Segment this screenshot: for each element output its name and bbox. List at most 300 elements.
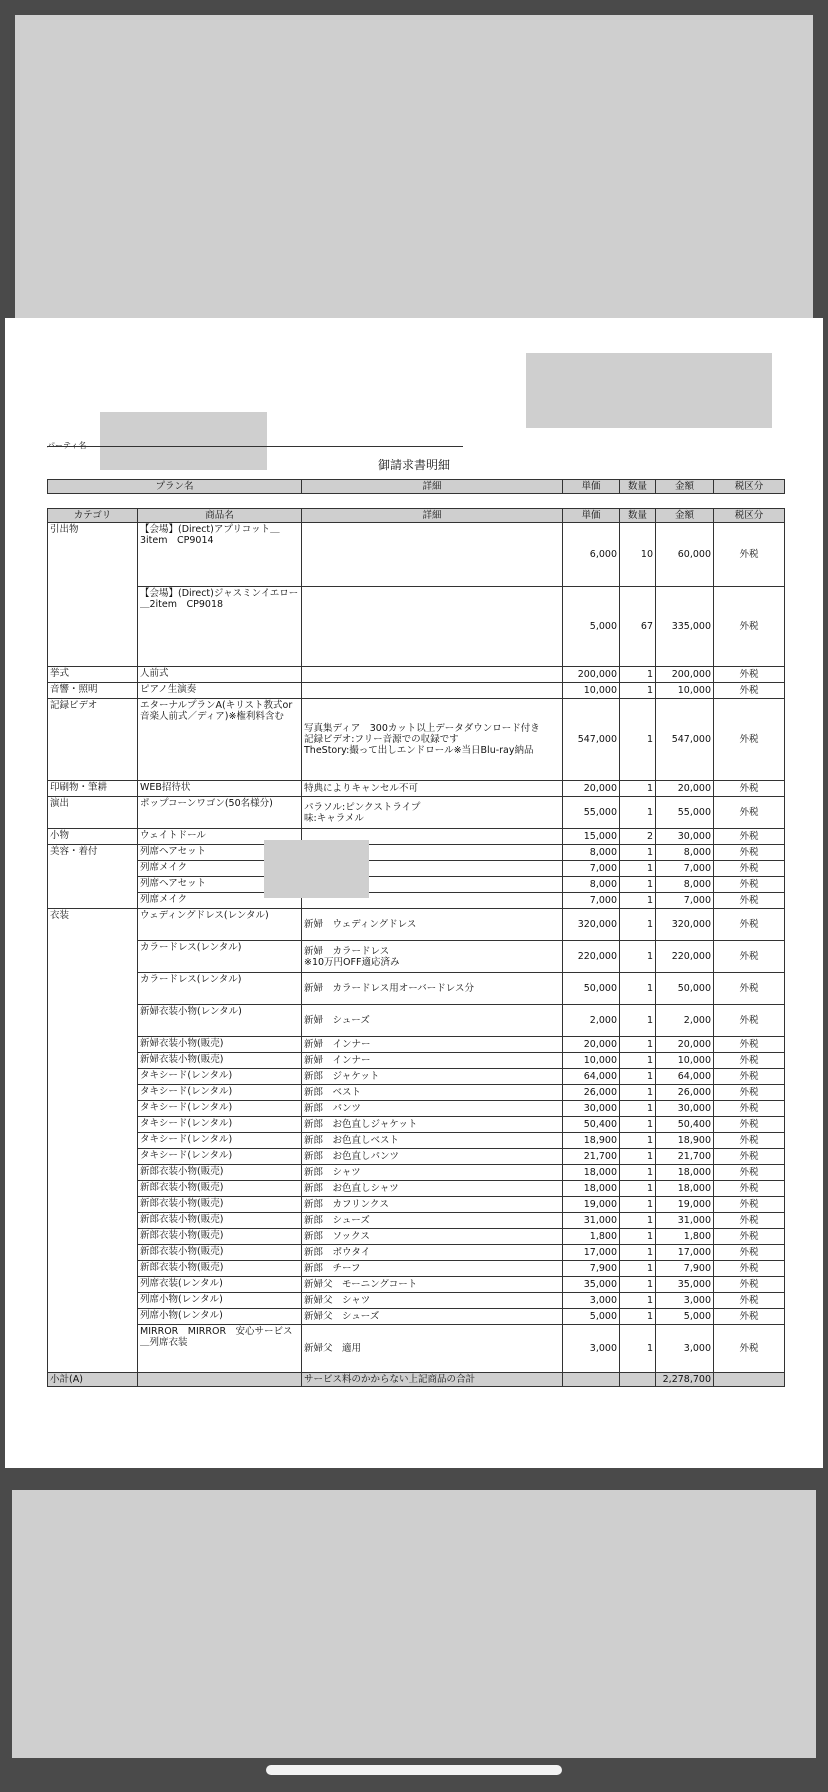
table-row [48, 829, 785, 845]
row-category [48, 1149, 138, 1165]
row-amount: 10,000 [656, 683, 714, 699]
table-row [48, 1325, 785, 1373]
row-tax-type: 外税 [714, 1261, 785, 1277]
table-row [48, 667, 785, 683]
row-quantity: 1 [620, 667, 656, 683]
row-detail: 新婦 シューズ [302, 1005, 563, 1037]
row-tax-type: 外税 [714, 683, 785, 699]
table-row [48, 797, 785, 829]
table-row [48, 1165, 785, 1181]
row-item-name: 【会場】(Direct)ジャスミンイエロー＿2item CP9018 [138, 587, 302, 667]
row-item-name: 列席衣装(レンタル) [138, 1277, 302, 1293]
row-unit-price: 18,000 [563, 1165, 620, 1181]
row-amount: 10,000 [656, 1053, 714, 1069]
row-unit-price: 7,900 [563, 1261, 620, 1277]
row-amount: 20,000 [656, 1037, 714, 1053]
header-qty: 数量 [620, 509, 656, 523]
row-category [48, 1309, 138, 1325]
subtotal-detail: サービス料のかからない上記商品の合計 [302, 1373, 563, 1387]
row-unit-price: 3,000 [563, 1325, 620, 1373]
row-amount: 18,900 [656, 1133, 714, 1149]
row-unit-price: 3,000 [563, 1293, 620, 1309]
table-row [48, 1037, 785, 1053]
table-row [48, 1117, 785, 1133]
row-item-name: 新郎衣装小物(販売) [138, 1229, 302, 1245]
row-quantity: 1 [620, 797, 656, 829]
row-item-name: カラードレス(レンタル) [138, 941, 302, 973]
row-quantity: 1 [620, 973, 656, 1005]
row-item-name: ポップコーンワゴン(50名様分) [138, 797, 302, 829]
row-detail: 新郎 ボウタイ [302, 1245, 563, 1261]
table-row [48, 909, 785, 941]
row-amount: 17,000 [656, 1245, 714, 1261]
row-tax-type: 外税 [714, 1325, 785, 1373]
row-quantity: 1 [620, 845, 656, 861]
row-item-name: 列席小物(レンタル) [138, 1293, 302, 1309]
row-tax-type: 外税 [714, 1133, 785, 1149]
row-category [48, 1069, 138, 1085]
row-item-name: タキシード(レンタル) [138, 1101, 302, 1117]
row-category [48, 1181, 138, 1197]
row-category [48, 1037, 138, 1053]
row-detail [302, 683, 563, 699]
row-category [48, 1213, 138, 1229]
row-unit-price: 30,000 [563, 1101, 620, 1117]
row-amount: 64,000 [656, 1069, 714, 1085]
row-tax-type: 外税 [714, 1053, 785, 1069]
row-detail: 新婦父 モーニングコート [302, 1277, 563, 1293]
row-detail: 新婦 ウェディングドレス [302, 909, 563, 941]
row-quantity: 1 [620, 861, 656, 877]
row-detail [302, 587, 563, 667]
row-unit-price: 20,000 [563, 1037, 620, 1053]
redacted-header-block [15, 15, 813, 319]
row-tax-type: 外税 [714, 1181, 785, 1197]
plan-header-tax: 税区分 [714, 480, 785, 494]
row-quantity: 1 [620, 1133, 656, 1149]
row-quantity: 1 [620, 1229, 656, 1245]
row-quantity: 1 [620, 1037, 656, 1053]
row-detail: パラソル:ピンクストライプ 味:キャラメル [302, 797, 563, 829]
row-tax-type: 外税 [714, 861, 785, 877]
row-unit-price: 1,800 [563, 1229, 620, 1245]
row-category [48, 1245, 138, 1261]
row-amount: 35,000 [656, 1277, 714, 1293]
row-unit-price: 64,000 [563, 1069, 620, 1085]
row-detail: 新郎 お色直しパンツ [302, 1149, 563, 1165]
row-amount: 200,000 [656, 667, 714, 683]
subtotal-row [48, 1373, 785, 1387]
row-detail: 新郎 お色直しジャケット [302, 1117, 563, 1133]
row-category [48, 1133, 138, 1149]
row-unit-price: 7,000 [563, 893, 620, 909]
row-detail: 特典によりキャンセル不可 [302, 781, 563, 797]
row-unit-price: 19,000 [563, 1197, 620, 1213]
row-category [48, 973, 138, 1005]
row-unit-price: 31,000 [563, 1213, 620, 1229]
row-amount: 30,000 [656, 829, 714, 845]
row-tax-type: 外税 [714, 1037, 785, 1053]
row-amount: 50,400 [656, 1117, 714, 1133]
table-row [48, 1245, 785, 1261]
row-quantity: 1 [620, 1277, 656, 1293]
row-detail: 新郎 カフリンクス [302, 1197, 563, 1213]
row-amount: 31,000 [656, 1213, 714, 1229]
row-tax-type: 外税 [714, 523, 785, 587]
row-category: 小物 [48, 829, 138, 845]
row-amount: 547,000 [656, 699, 714, 781]
row-quantity: 1 [620, 1165, 656, 1181]
table-row [48, 1149, 785, 1165]
row-item-name: エターナルプランA(キリスト教式or音楽人前式／ディア)※権利料含む [138, 699, 302, 781]
row-unit-price: 10,000 [563, 683, 620, 699]
row-item-name: 新郎衣装小物(販売) [138, 1197, 302, 1213]
header-tax: 税区分 [714, 509, 785, 523]
row-tax-type: 外税 [714, 781, 785, 797]
row-tax-type: 外税 [714, 893, 785, 909]
row-quantity: 1 [620, 1309, 656, 1325]
header-amount: 金額 [656, 509, 714, 523]
row-tax-type: 外税 [714, 1213, 785, 1229]
row-unit-price: 2,000 [563, 1005, 620, 1037]
table-row [48, 523, 785, 587]
row-quantity: 1 [620, 1197, 656, 1213]
row-item-name: タキシード(レンタル) [138, 1069, 302, 1085]
row-item-name: タキシード(レンタル) [138, 1085, 302, 1101]
row-detail: 新婦父 適用 [302, 1325, 563, 1373]
table-row [48, 893, 785, 909]
row-tax-type: 外税 [714, 1117, 785, 1133]
row-amount: 55,000 [656, 797, 714, 829]
row-tax-type: 外税 [714, 797, 785, 829]
row-quantity: 1 [620, 1069, 656, 1085]
row-unit-price: 50,400 [563, 1117, 620, 1133]
row-tax-type: 外税 [714, 1069, 785, 1085]
party-name-label: パーティ名 [47, 441, 87, 450]
row-item-name: 列席ヘアセット [138, 845, 302, 861]
row-tax-type: 外税 [714, 973, 785, 1005]
row-amount: 335,000 [656, 587, 714, 667]
row-item-name: タキシード(レンタル) [138, 1149, 302, 1165]
table-row [48, 587, 785, 667]
row-amount: 7,000 [656, 861, 714, 877]
row-quantity: 67 [620, 587, 656, 667]
row-item-name: カラードレス(レンタル) [138, 973, 302, 1005]
row-detail [302, 523, 563, 587]
row-unit-price: 5,000 [563, 1309, 620, 1325]
row-category [48, 1229, 138, 1245]
row-item-name: 新郎衣装小物(販売) [138, 1181, 302, 1197]
row-item-name: 新郎衣装小物(販売) [138, 1245, 302, 1261]
row-category [48, 861, 138, 877]
table-row [48, 1293, 785, 1309]
row-amount: 21,700 [656, 1149, 714, 1165]
row-unit-price: 26,000 [563, 1085, 620, 1101]
row-unit-price: 17,000 [563, 1245, 620, 1261]
row-unit-price: 200,000 [563, 667, 620, 683]
row-item-name: 新郎衣装小物(販売) [138, 1165, 302, 1181]
row-unit-price: 5,000 [563, 587, 620, 667]
row-detail: 新婦父 シューズ [302, 1309, 563, 1325]
table-row [48, 1229, 785, 1245]
row-quantity: 1 [620, 699, 656, 781]
row-detail: 新郎 お色直しシャツ [302, 1181, 563, 1197]
row-detail: 新郎 シューズ [302, 1213, 563, 1229]
row-tax-type: 外税 [714, 845, 785, 861]
row-item-name: ウェイトドール [138, 829, 302, 845]
row-detail: 新婦 インナー [302, 1053, 563, 1069]
table-row [48, 1069, 785, 1085]
row-tax-type: 外税 [714, 909, 785, 941]
row-amount: 1,800 [656, 1229, 714, 1245]
row-item-name: 【会場】(Direct)アプリコット＿3item CP9014 [138, 523, 302, 587]
table-row [48, 1053, 785, 1069]
row-quantity: 1 [620, 941, 656, 973]
row-category [48, 1261, 138, 1277]
row-category: 引出物 [48, 523, 138, 587]
row-tax-type: 外税 [714, 941, 785, 973]
row-unit-price: 547,000 [563, 699, 620, 781]
row-amount: 8,000 [656, 877, 714, 893]
row-amount: 8,000 [656, 845, 714, 861]
table-row [48, 1261, 785, 1277]
row-category [48, 893, 138, 909]
row-amount: 30,000 [656, 1101, 714, 1117]
table-row [48, 877, 785, 893]
row-unit-price: 7,000 [563, 861, 620, 877]
row-category [48, 1165, 138, 1181]
row-unit-price: 18,000 [563, 1181, 620, 1197]
row-tax-type: 外税 [714, 1165, 785, 1181]
row-category: 美容・着付 [48, 845, 138, 861]
table-row [48, 699, 785, 781]
row-amount: 18,000 [656, 1181, 714, 1197]
plan-table [47, 479, 785, 494]
row-category [48, 1005, 138, 1037]
header-detail: 詳細 [302, 509, 563, 523]
row-unit-price: 220,000 [563, 941, 620, 973]
row-unit-price: 21,700 [563, 1149, 620, 1165]
row-unit-price: 50,000 [563, 973, 620, 1005]
row-unit-price: 18,900 [563, 1133, 620, 1149]
row-unit-price: 320,000 [563, 909, 620, 941]
subtotal-amount: 2,278,700 [656, 1373, 714, 1387]
row-category [48, 1325, 138, 1373]
row-quantity: 1 [620, 1213, 656, 1229]
table-row [48, 1133, 785, 1149]
row-category: 演出 [48, 797, 138, 829]
redacted-box-top-right [526, 353, 772, 428]
row-quantity: 1 [620, 1005, 656, 1037]
table-row [48, 1181, 785, 1197]
table-row [48, 973, 785, 1005]
row-quantity: 1 [620, 683, 656, 699]
row-detail [302, 667, 563, 683]
row-amount: 19,000 [656, 1197, 714, 1213]
row-category: 挙式 [48, 667, 138, 683]
row-tax-type: 外税 [714, 1197, 785, 1213]
row-detail: 新郎 チーフ [302, 1261, 563, 1277]
table-row [48, 861, 785, 877]
row-tax-type: 外税 [714, 829, 785, 845]
row-detail: 新郎 ジャケット [302, 1069, 563, 1085]
row-item-name: 列席メイク [138, 861, 302, 877]
redacted-footer-block [12, 1490, 816, 1758]
row-detail: 新郎 お色直しベスト [302, 1133, 563, 1149]
row-tax-type: 外税 [714, 667, 785, 683]
row-amount: 2,000 [656, 1005, 714, 1037]
row-category [48, 587, 138, 667]
row-category [48, 1277, 138, 1293]
header-category: カテゴリ [48, 509, 138, 523]
row-item-name: 新婦衣装小物(販売) [138, 1053, 302, 1069]
row-detail: 新郎 ベスト [302, 1085, 563, 1101]
row-category: 印刷物・筆耕 [48, 781, 138, 797]
row-tax-type: 外税 [714, 1277, 785, 1293]
row-unit-price: 55,000 [563, 797, 620, 829]
row-item-name: ウェディングドレス(レンタル) [138, 909, 302, 941]
row-unit-price: 35,000 [563, 1277, 620, 1293]
row-tax-type: 外税 [714, 587, 785, 667]
plan-header-amount: 金額 [656, 480, 714, 494]
row-tax-type: 外税 [714, 1149, 785, 1165]
plan-header-detail: 詳細 [302, 480, 563, 494]
row-detail: 新婦 インナー [302, 1037, 563, 1053]
row-unit-price: 6,000 [563, 523, 620, 587]
row-category [48, 1053, 138, 1069]
table-row [48, 1101, 785, 1117]
row-detail: 新婦父 シャツ [302, 1293, 563, 1309]
row-item-name: 列席メイク [138, 893, 302, 909]
row-item-name: タキシード(レンタル) [138, 1133, 302, 1149]
table-row [48, 1277, 785, 1293]
row-quantity: 1 [620, 1149, 656, 1165]
row-tax-type: 外税 [714, 1005, 785, 1037]
row-amount: 7,000 [656, 893, 714, 909]
row-item-name: 列席小物(レンタル) [138, 1309, 302, 1325]
row-unit-price: 8,000 [563, 845, 620, 861]
row-quantity: 1 [620, 893, 656, 909]
home-indicator[interactable] [266, 1765, 562, 1775]
table-row [48, 1197, 785, 1213]
row-item-name: 新婦衣装小物(レンタル) [138, 1005, 302, 1037]
row-amount: 18,000 [656, 1165, 714, 1181]
row-quantity: 1 [620, 1181, 656, 1197]
row-category: 衣装 [48, 909, 138, 941]
row-detail: 新婦 カラードレス ※10万円OFF適応済み [302, 941, 563, 973]
row-item-name: WEB招待状 [138, 781, 302, 797]
row-item-name: MIRROR MIRROR 安心サービス＿列席衣装 [138, 1325, 302, 1373]
row-quantity: 1 [620, 1293, 656, 1309]
document-title: 御請求書明細 [377, 458, 450, 472]
row-detail: 写真集ディア 300カット以上データダウンロード付き 記録ビデオ:フリー音源での収録です TheStory:撮って出しエンドロール※当日Blu-ray納品 [302, 699, 563, 781]
plan-header-qty: 数量 [620, 480, 656, 494]
row-tax-type: 外税 [714, 1101, 785, 1117]
row-quantity: 1 [620, 1053, 656, 1069]
row-item-name: 列席ヘアセット [138, 877, 302, 893]
row-category [48, 1117, 138, 1133]
row-unit-price: 20,000 [563, 781, 620, 797]
row-amount: 60,000 [656, 523, 714, 587]
row-detail: 新郎 ソックス [302, 1229, 563, 1245]
table-row [48, 1309, 785, 1325]
table-row [48, 845, 785, 861]
table-row [48, 781, 785, 797]
row-item-name: ピアノ生演奏 [138, 683, 302, 699]
row-quantity: 2 [620, 829, 656, 845]
row-detail: 新郎 パンツ [302, 1101, 563, 1117]
row-tax-type: 外税 [714, 1229, 785, 1245]
row-quantity: 1 [620, 1325, 656, 1373]
row-item-name: 人前式 [138, 667, 302, 683]
header-price: 単価 [563, 509, 620, 523]
row-tax-type: 外税 [714, 1293, 785, 1309]
row-quantity: 1 [620, 877, 656, 893]
row-tax-type: 外税 [714, 699, 785, 781]
invoice-sheet [5, 318, 823, 1468]
row-item-name: 新郎衣装小物(販売) [138, 1261, 302, 1277]
row-amount: 5,000 [656, 1309, 714, 1325]
row-category [48, 1085, 138, 1101]
row-unit-price: 8,000 [563, 877, 620, 893]
row-unit-price: 10,000 [563, 1053, 620, 1069]
row-quantity: 1 [620, 1245, 656, 1261]
redacted-detail-block [264, 840, 369, 898]
row-detail: 新婦 カラードレス用オーバードレス分 [302, 973, 563, 1005]
row-amount: 20,000 [656, 781, 714, 797]
row-detail: 新郎 シャツ [302, 1165, 563, 1181]
row-amount: 3,000 [656, 1325, 714, 1373]
subtotal-label: 小計(A) [48, 1373, 138, 1387]
header-name: 商品名 [138, 509, 302, 523]
row-category: 音響・照明 [48, 683, 138, 699]
row-quantity: 1 [620, 781, 656, 797]
row-category [48, 1293, 138, 1309]
row-unit-price: 15,000 [563, 829, 620, 845]
row-tax-type: 外税 [714, 1309, 785, 1325]
table-row [48, 1005, 785, 1037]
table-row [48, 683, 785, 699]
row-item-name: タキシード(レンタル) [138, 1117, 302, 1133]
row-amount: 26,000 [656, 1085, 714, 1101]
table-row [48, 941, 785, 973]
row-item-name: 新婦衣装小物(販売) [138, 1037, 302, 1053]
row-category [48, 941, 138, 973]
party-name-underline [47, 446, 463, 447]
row-amount: 7,900 [656, 1261, 714, 1277]
row-tax-type: 外税 [714, 1085, 785, 1101]
row-item-name: 新郎衣装小物(販売) [138, 1213, 302, 1229]
row-tax-type: 外税 [714, 877, 785, 893]
row-quantity: 10 [620, 523, 656, 587]
row-quantity: 1 [620, 1085, 656, 1101]
row-quantity: 1 [620, 1117, 656, 1133]
items-table [47, 508, 785, 1387]
plan-header-name: プラン名 [48, 480, 302, 494]
row-amount: 3,000 [656, 1293, 714, 1309]
row-tax-type: 外税 [714, 1245, 785, 1261]
table-row [48, 1085, 785, 1101]
row-category [48, 1197, 138, 1213]
row-category: 記録ビデオ [48, 699, 138, 781]
row-amount: 220,000 [656, 941, 714, 973]
row-category [48, 1101, 138, 1117]
row-quantity: 1 [620, 909, 656, 941]
table-row [48, 1213, 785, 1229]
row-quantity: 1 [620, 1101, 656, 1117]
row-amount: 50,000 [656, 973, 714, 1005]
row-amount: 320,000 [656, 909, 714, 941]
